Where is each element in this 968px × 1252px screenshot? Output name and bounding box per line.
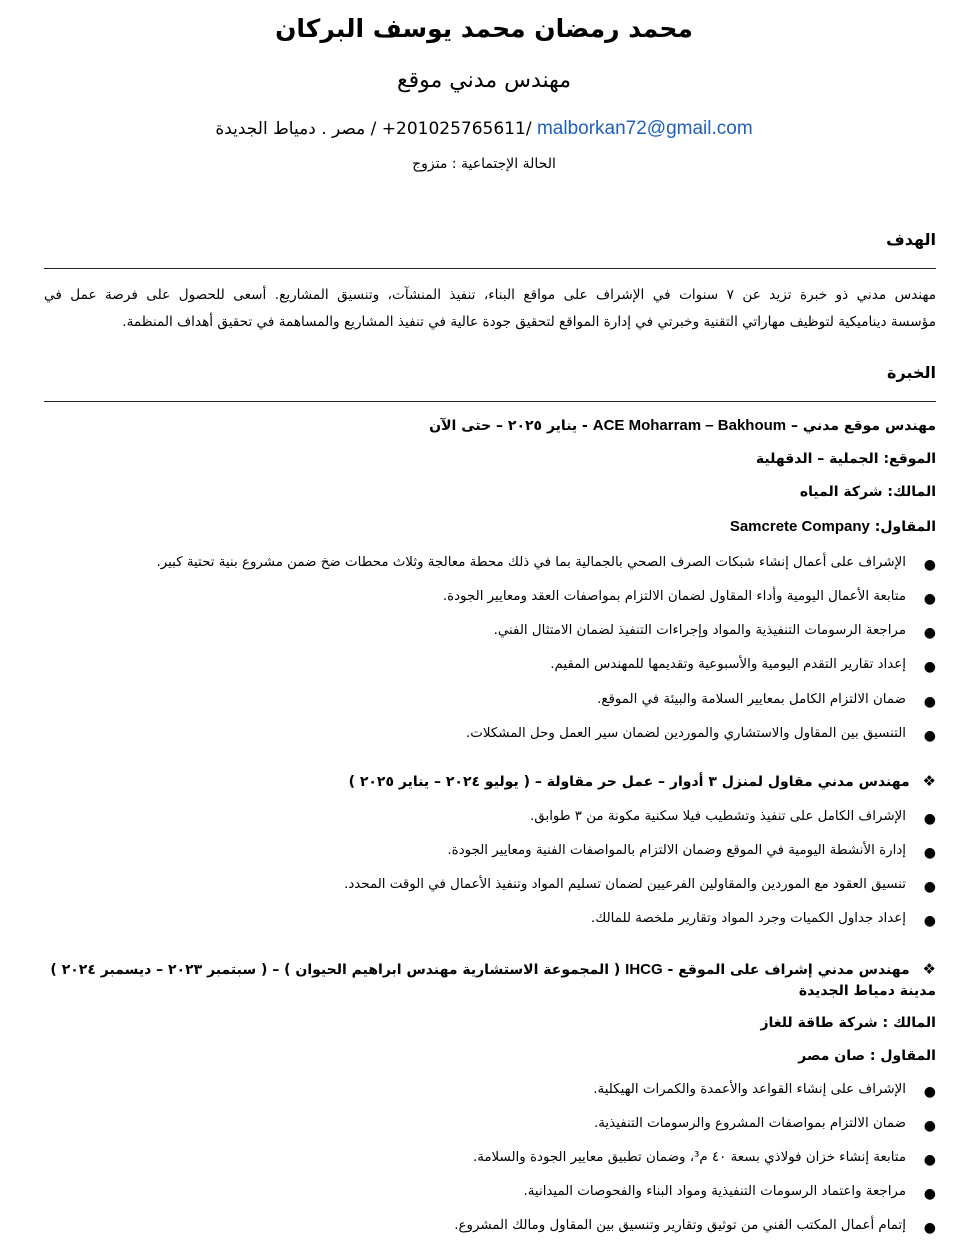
job1-owner: المالك: شركة المياه [799,484,936,500]
bullet-icon: ● [923,1118,936,1134]
bullet-icon: ● [923,1152,936,1168]
job2-title: ❖ مهندس مدني مقاول لمنزل ٣ أدوار – عمل حر مقاولة – ( يوليو ٢٠٢٤ – يناير ٢٠٢٥ ) [348,772,936,790]
location: مصر . دمياط الجديدة [215,119,366,139]
job3-role: مهندس مدني إشراف على الموقع - [667,962,910,978]
list-item: ● متابعة الأعمال اليومية وأداء المقاول لضمان الالتزام بمواصفات العقد ومعايير الجودة. [442,589,936,607]
job3-company: IHCG [625,961,663,978]
bullet-icon: ● [923,1186,936,1202]
bullet-icon: ● [923,1220,936,1236]
bullet-icon: ● [923,845,936,861]
bullet-icon: ● [923,879,936,895]
bullet-icon: ● [923,659,936,675]
email-link[interactable]: malborkan72@gmail.com [536,118,753,139]
phone: +201025765611/ [381,119,532,139]
bullet-icon: ● [923,591,936,607]
list-item: ● الإشراف على إنشاء القواعد والأعمدة والكمرات الهيكلية. [593,1082,936,1100]
job1-company: ACE Moharram – Bakhoum [592,417,787,434]
job1-title [429,417,936,434]
objective-line: مهندس مدني ذو خبرة تزيد عن ٧ سنوات في الإشراف على مواقع البناء، تنفيذ المنشآت، وتنسيق المشاريع. أسعى للحصول على فرصة عمل في [44,287,936,303]
objective-text [44,282,936,336]
list-item: ● إدارة الأنشطة اليومية في الموقع وضمان الالتزام بالمواصفات الفنية ومعايير الجودة. [447,843,936,861]
section-divider [44,401,936,402]
job1-role: مهندس موقع مدني – [790,418,936,434]
diamond-icon: ❖ [922,960,936,978]
experience-heading: الخبرة [887,363,936,382]
list-item: ● تنسيق العقود مع الموردين والمقاولين الفرعيين لضمان تسليم المواد وتنفيذ الأعمال في الوقت المحدد. [344,877,936,895]
bullet-icon: ● [923,728,936,744]
job3-consultancy: ( المجموعة الاستشارية مهندس ابراهيم الحيوان ) – ( سبتمبر ٢٠٢٣ – ديسمبر ٢٠٢٤ ) [50,962,621,978]
job3-title [50,960,936,978]
list-item: ● إتمام أعمال المكتب الفني من توثيق وتقارير وتنسيق بين المقاول ومالك المشروع. [454,1218,936,1236]
bullet-icon: ● [923,557,936,573]
candidate-name: محمد رمضان محمد يوسف البركان [275,14,693,43]
list-item: ● التنسيق بين المقاول والاستشاري والموردين لضمان سير العمل وحل المشكلات. [466,726,936,744]
job1-location: الموقع: الجملية – الدقهلية [755,451,936,467]
job1-contractor-name: Samcrete Company [729,518,870,535]
list-item: ● ضمان الالتزام بمواصفات المشروع والرسومات التنفيذية. [594,1116,936,1134]
job1-contractor-label: المقاول: [874,519,936,535]
list-item: ● مراجعة الرسومات التنفيذية والمواد وإجراءات التنفيذ لضمان الامتثال الفني. [493,623,936,641]
bullet-icon: ● [923,1084,936,1100]
objective-line: مؤسسة ديناميكية لتوظيف مهاراتي التقنية وخبرتي في إدارة المواقع لتحقيق جودة عالية في تنفيذ المشاريع والمساهمة في تحقيق أهداف المنظمة. [122,314,936,330]
job-title: مهندس مدني موقع [396,68,572,93]
job3-contractor: المقاول : صان مصر [798,1048,936,1064]
objective-heading: الهدف [886,230,936,249]
section-divider [44,268,936,269]
contact-line [0,118,968,140]
list-item: ● مراجعة واعتماد الرسومات التنفيذية ومواد البناء والفحوصات الميدانية. [523,1184,936,1202]
list-item: ● الإشراف على أعمال إنشاء شبكات الصرف الصحي بالجمالية بما في ذلك محطة معالجة وثلاث محطات ضخ ضمن مشروع بنية تحتية كبير. [156,555,936,573]
job3-owner: المالك : شركة طاقة للغاز [760,1015,936,1031]
list-item: ● الإشراف الكامل على تنفيذ وتشطيب فيلا سكنية مكونة من ٣ طوابق. [530,809,936,827]
job3-location: مدينة دمياط الجديدة [798,983,936,999]
list-item: ● إعداد جداول الكميات وجرد المواد وتقارير ملخصة للمالك. [591,911,936,929]
list-item: ● متابعة إنشاء خزان فولاذي بسعة ٤٠ م³، وضمان تطبيق معايير الجودة والسلامة. [472,1150,936,1168]
job1-bullets [40,555,936,760]
marital-status: الحالة الإجتماعية : متزوج [412,156,556,172]
bullet-icon: ● [923,811,936,827]
bullet-icon: ● [923,694,936,710]
list-item: ● إعداد تقارير التقدم اليومية والأسبوعية وتقديمها للمهندس المقيم. [550,657,936,675]
job1-contractor [730,518,936,535]
list-item: ● ضمان الالتزام الكامل بمعايير السلامة والبيئة في الموقع. [597,692,936,710]
job1-dates: - يناير ٢٠٢٥ – حتى الآن [429,418,588,434]
job3-bullets [40,1082,936,1252]
bullet-icon: ● [923,625,936,641]
contact-separator: / [370,119,377,139]
job2-bullets [40,809,936,945]
bullet-icon: ● [923,913,936,929]
diamond-icon: ❖ [922,772,936,790]
